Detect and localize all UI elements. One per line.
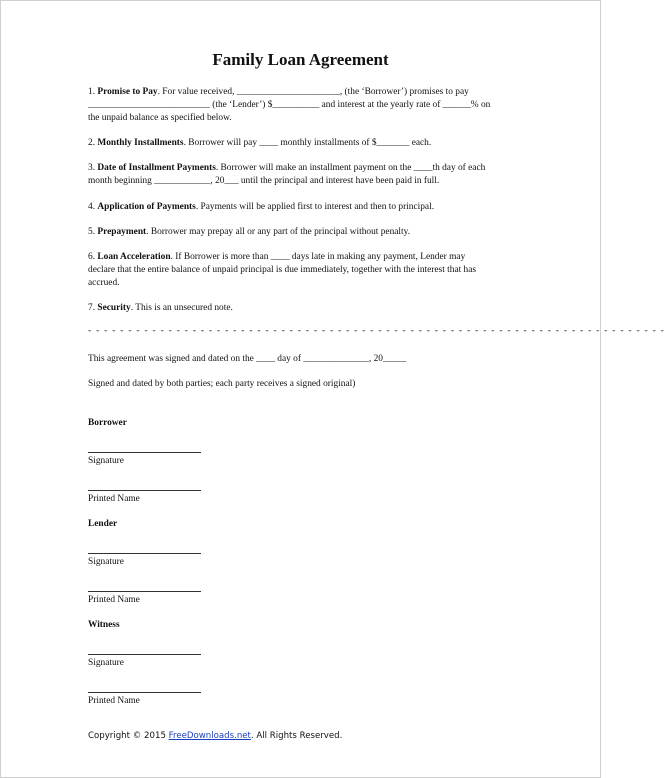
witness-printed-name-label: Printed Name [88,696,140,706]
clause-monthly-installments: 2. Monthly Installments. Borrower will pay ____ monthly installments of $_______ each. [88,138,432,148]
clause-application-of-payments: 4. Application of Payments. Payments will be applied first to interest and then to principal. [88,202,435,212]
lender-heading: Lender [88,519,118,529]
clause-heading: Security [97,303,131,313]
witness-heading: Witness [88,620,120,630]
clause-heading: Promise to Pay [97,87,158,97]
clause-heading: Monthly Installments [97,138,184,148]
lender-printed-name-line [88,591,201,592]
signed-date-line: This agreement was signed and dated on the ____ day of ______________, 20_____ [88,354,407,364]
document-title: Family Loan Agreement [212,50,389,69]
borrower-signature-line [88,452,201,453]
lender-printed-name-label: Printed Name [88,595,140,605]
clause-loan-acceleration: 6. Loan Acceleration. If Borrower is more than ____ days late in making any payment, Lender may declare that the entire balance of unpaid principal is due immediately, together with the interest that has accrued. [88,252,477,288]
copyright-footer: Copyright © 2015 FreeDownloads.net. All Rights Reserved. [88,731,343,741]
clause-heading: Date of Installment Payments [97,163,216,173]
borrower-printed-name-line [88,490,201,491]
lender-signature-line [88,553,201,554]
clause-date-of-installments: 3. Date of Installment Payments. Borrower will make an installment payment on the ____th day of each month beginning ____________, 20___ until the principal and interest have been paid in full. [88,163,486,186]
witness-printed-name-line [88,692,201,693]
clause-heading: Application of Payments [97,202,196,212]
freedownloads-link[interactable]: FreeDownloads.net [168,731,251,741]
clause-promise-to-pay: 1. Promise to Pay. For value received, ______________________, (the ‘Borrower’) promises to pay __________________________ (the ‘Lender’) $__________ and interest at the yearly rate of ______% on the unpaid balance as specified below. [88,87,491,123]
witness-signature-line [88,654,201,655]
clause-security: 7. Security. This is an unsecured note. [88,303,233,313]
borrower-signature-label: Signature [88,456,124,466]
borrower-printed-name-label: Printed Name [88,494,140,504]
clause-prepayment: 5. Prepayment. Borrower may prepay all or any part of the principal without penalty. [88,227,411,237]
clause-heading: Prepayment [97,227,147,237]
witness-signature-label: Signature [88,658,124,668]
dashed-separator: - - - - - - - - - - - - - - - - - - - - - - - - - - - - - - - - - - - - - - - - - - - - - - - - - - - - - - - - - - - - - - - - - - - - - - - - [88,326,665,336]
parties-note: Signed and dated by both parties; each party receives a signed original) [88,379,356,389]
lender-signature-label: Signature [88,557,124,567]
borrower-heading: Borrower [88,418,127,428]
clause-heading: Loan Acceleration [97,252,171,262]
